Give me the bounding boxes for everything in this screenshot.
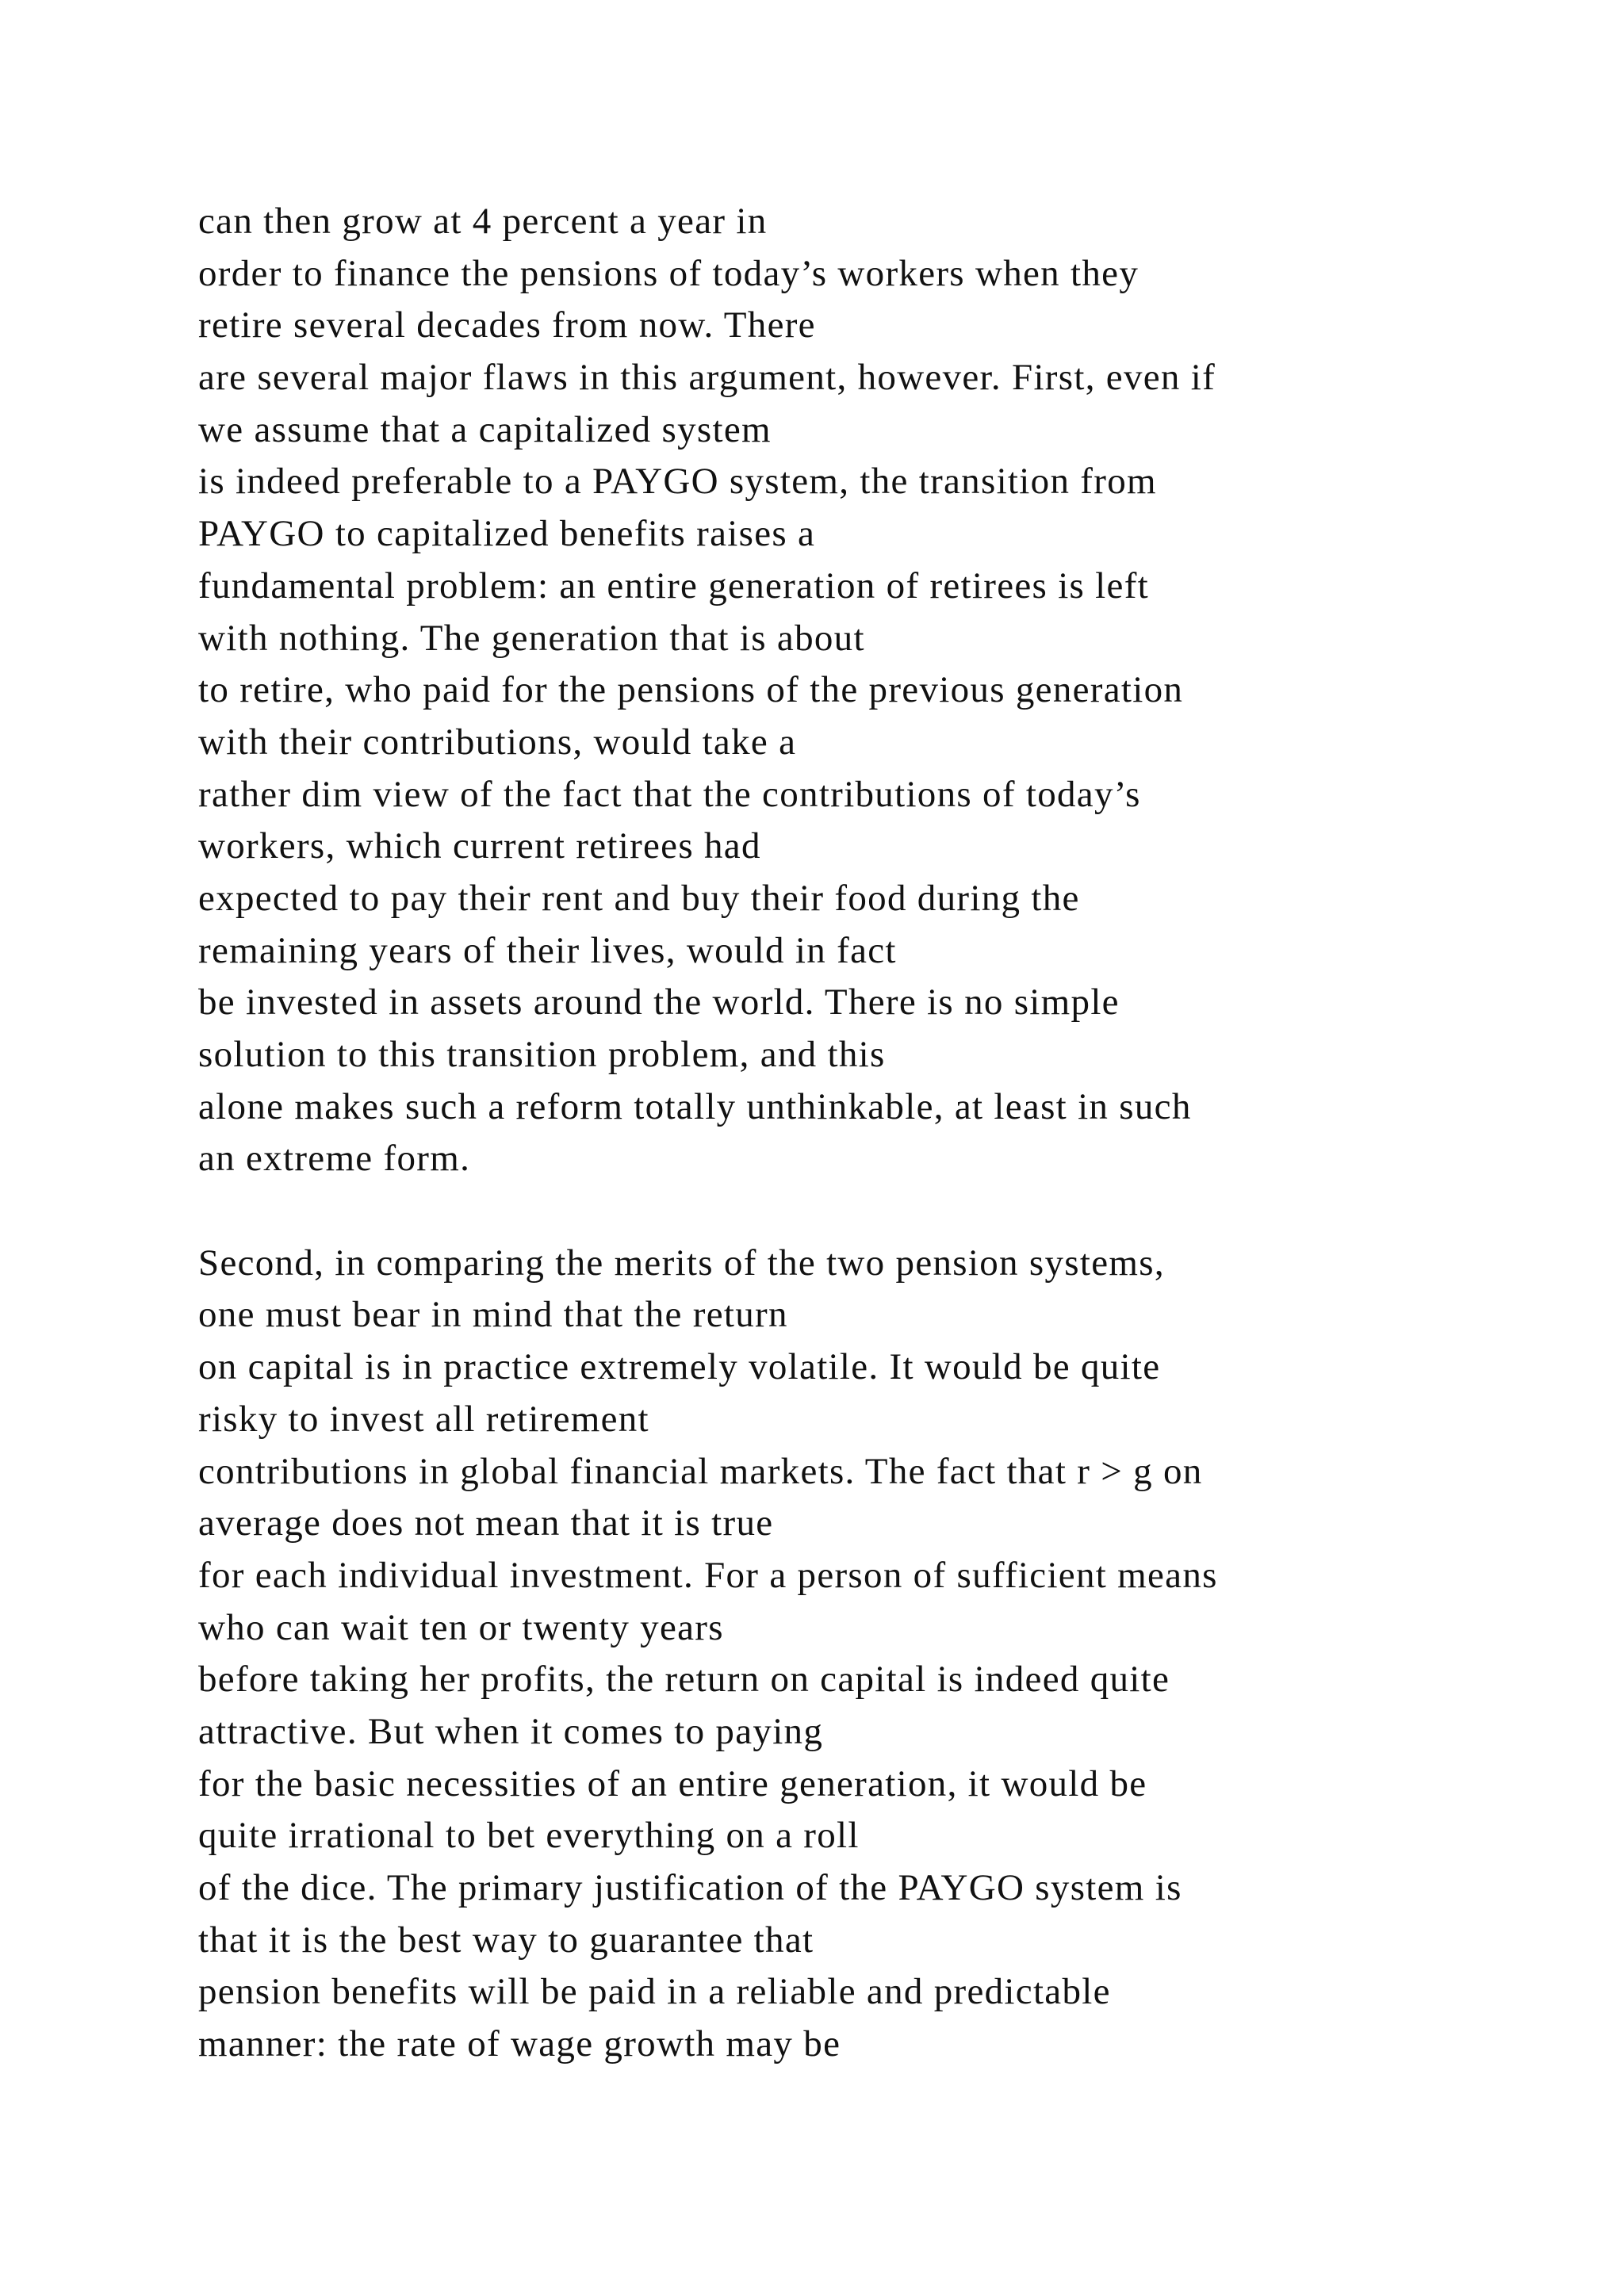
text-line: for the basic necessities of an entire generation, it would be <box>198 1762 1147 1804</box>
text-line: to retire, who paid for the pensions of the previous generation <box>198 669 1184 711</box>
text-line: be invested in assets around the world. There is no simple <box>198 982 1120 1024</box>
text-line: is indeed preferable to a PAYGO system, the transition from <box>198 461 1157 503</box>
text-line: pension benefits will be paid in a reliable and predictable <box>198 1971 1111 2013</box>
text-line: with nothing. The generation that is about <box>198 617 865 659</box>
text-line: retire several decades from now. There <box>198 304 816 346</box>
text-line: PAYGO to capitalized benefits raises a <box>198 513 816 555</box>
text-line: we assume that a capitalized system <box>198 408 772 450</box>
text-line: that it is the best way to guarantee that <box>198 1919 814 1961</box>
text-line: an extreme form. <box>198 1138 471 1180</box>
text-line: quite irrational to bet everything on a roll <box>198 1815 860 1857</box>
text-line: manner: the rate of wage growth may be <box>198 2023 841 2065</box>
text-line: are several major flaws in this argument, however. First, even if <box>198 357 1216 399</box>
text-line: for each individual investment. For a person of sufficient means <box>198 1554 1218 1596</box>
text-line: can then grow at 4 percent a year in <box>198 201 768 242</box>
text-line: Second, in comparing the merits of the two pension systems, <box>198 1242 1165 1284</box>
text-line: remaining years of their lives, would in fact <box>198 929 897 971</box>
paragraph-1 <box>198 196 1594 1185</box>
text-line: on capital is in practice extremely volatile. It would be quite <box>198 1346 1161 1388</box>
text-line: average does not mean that it is true <box>198 1502 774 1544</box>
text-line: before taking her profits, the return on capital is indeed quite <box>198 1659 1170 1701</box>
text-line: solution to this transition problem, and this <box>198 1034 886 1075</box>
text-line: fundamental problem: an entire generation of retirees is left <box>198 564 1150 607</box>
text-line: expected to pay their rent and buy their food during the <box>198 877 1080 919</box>
text-line: workers, which current retirees had <box>198 825 761 867</box>
body-text <box>198 196 1594 2071</box>
text-line: of the dice. The primary justification of the PAYGO system is <box>198 1867 1182 1908</box>
text-line: rather dim view of the fact that the contributions of today’s <box>198 773 1141 815</box>
text-line: risky to invest all retirement <box>198 1398 649 1440</box>
paragraph-2 <box>198 1238 1594 2071</box>
text-line: order to finance the pensions of today’s workers when they <box>198 252 1139 294</box>
text-line: attractive. But when it comes to paying <box>198 1710 824 1752</box>
text-line: one must bear in mind that the return <box>198 1294 788 1336</box>
text-line: who can wait ten or twenty years <box>198 1606 724 1648</box>
text-line: with their contributions, would take a <box>198 721 797 763</box>
text-line: contributions in global financial markets. The fact that r > g on <box>198 1450 1203 1492</box>
text-line: alone makes such a reform totally unthinkable, at least in such <box>198 1085 1192 1127</box>
paragraph-gap <box>198 1185 1594 1238</box>
